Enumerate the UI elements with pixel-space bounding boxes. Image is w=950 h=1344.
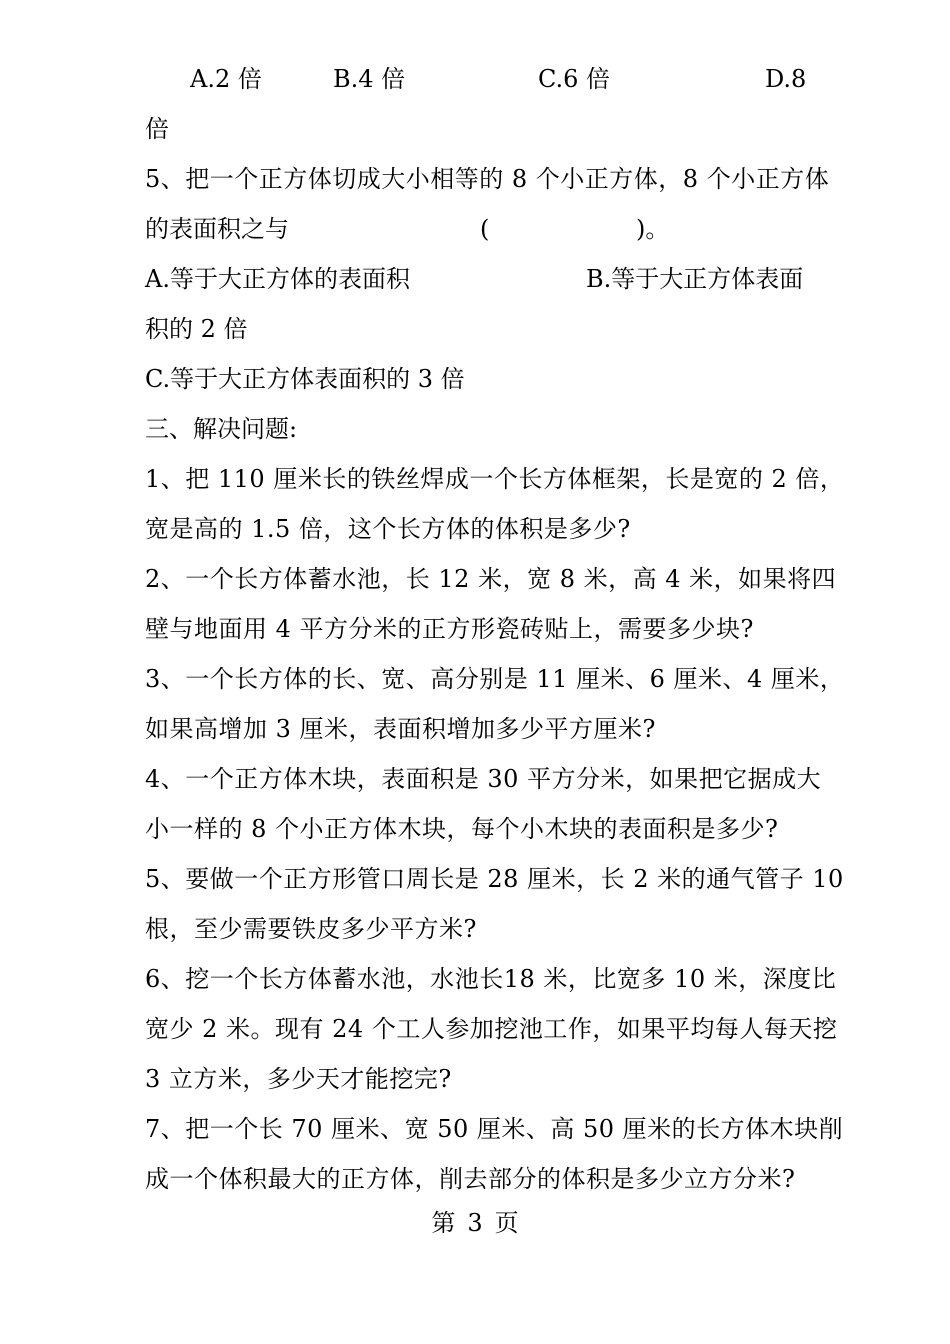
problem-line: 6、挖一个长方体蓄水池，水池长18 米，比宽多 10 米，深度比 bbox=[145, 965, 837, 993]
page-number-value: 3 bbox=[467, 1209, 483, 1237]
problem-line: 3 立方米，多少天才能挖完? bbox=[145, 1065, 452, 1093]
problem-line: 壁与地面用 4 平方分米的正方形瓷砖贴上，需要多少块? bbox=[145, 615, 754, 643]
problem-line: 3、一个长方体的长、宽、高分别是 11 厘米、6 厘米、4 厘米， bbox=[145, 665, 845, 693]
problem-line: 如果高增加 3 厘米，表面积增加多少平方厘米? bbox=[145, 715, 656, 743]
problem-line: 根，至少需要铁皮多少平方米? bbox=[145, 915, 477, 943]
problem-line: 宽是高的 1.5 倍，这个长方体的体积是多少? bbox=[145, 515, 631, 543]
problem-line: 5、要做一个正方形管口周长是 28 厘米，长 2 米的通气管子 10 bbox=[145, 865, 844, 893]
q5-paren-close: )。 bbox=[636, 215, 670, 243]
q4-option-d: D.8 bbox=[765, 65, 807, 93]
q4-option-d-continued: 倍 bbox=[145, 115, 169, 143]
page-number-prefix: 第 bbox=[431, 1209, 456, 1237]
q5-line-2: 的表面积之与 bbox=[145, 215, 289, 243]
page-number bbox=[0, 1208, 950, 1238]
page-number-suffix: 页 bbox=[494, 1209, 519, 1237]
problem-line: 1、把 110 厘米长的铁丝焊成一个长方体框架，长是宽的 2 倍， bbox=[145, 465, 845, 493]
q5-paren-open: ( bbox=[480, 215, 490, 243]
q4-option-b: B.4 倍 bbox=[333, 65, 406, 93]
problem-line: 7、把一个长 70 厘米、宽 50 厘米、高 50 厘米的长方体木块削 bbox=[145, 1115, 844, 1143]
problem-line: 宽少 2 米。现有 24 个工人参加挖池工作，如果平均每人每天挖 bbox=[145, 1015, 838, 1043]
q5-line-1: 5、把一个正方体切成大小相等的 8 个小正方体，8 个小正方体 bbox=[145, 165, 830, 193]
q5-option-a: A.等于大正方体的表面积 bbox=[145, 265, 410, 293]
q5-option-c: C.等于大正方体表面积的 3 倍 bbox=[145, 365, 465, 393]
q4-option-c: C.6 倍 bbox=[538, 65, 611, 93]
problem-line: 成一个体积最大的正方体，削去部分的体积是多少立方分米? bbox=[145, 1165, 796, 1193]
section-heading: 三、解决问题: bbox=[145, 415, 298, 443]
problem-line: 2、一个长方体蓄水池，长 12 米，宽 8 米，高 4 米，如果将四 bbox=[145, 565, 837, 593]
q4-option-a: A.2 倍 bbox=[190, 65, 262, 93]
q5-option-b-continued: 积的 2 倍 bbox=[145, 315, 248, 343]
problem-line: 小一样的 8 个小正方体木块，每个小木块的表面积是多少? bbox=[145, 815, 779, 843]
q5-option-b: B.等于大正方体表面 bbox=[586, 265, 804, 293]
problem-line: 4、一个正方体木块，表面积是 30 平方分米，如果把它据成大 bbox=[145, 765, 822, 793]
